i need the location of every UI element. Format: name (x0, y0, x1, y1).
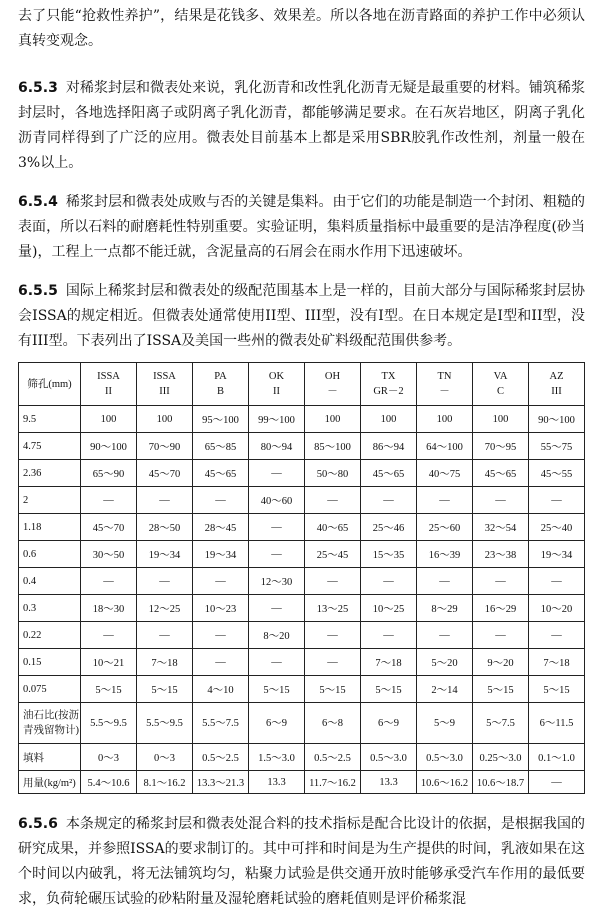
table-cell: — (81, 622, 137, 649)
table-cell: 25～60 (417, 514, 473, 541)
table-cell: 5～15 (473, 676, 529, 703)
table-cell: 25～40 (529, 514, 585, 541)
table-row (19, 744, 585, 771)
section-6-5-4 (18, 190, 585, 265)
table-cell: 13.3～21.3 (193, 771, 249, 794)
column-header-type: GR－2 (373, 386, 404, 397)
table-cell: 64～100 (417, 433, 473, 460)
table-cell: 100 (81, 406, 137, 433)
column-header (529, 363, 585, 406)
column-header-type: － (327, 386, 338, 397)
row-label: 0.075 (19, 676, 81, 703)
intro-paragraph: 去了只能“抢救性养护”，结果是花钱多、效果差。所以各地在沥青路面的养护工作中必须认真转变观念。 (18, 8, 585, 49)
column-header (193, 363, 249, 406)
table-row (19, 460, 585, 487)
column-header (305, 363, 361, 406)
table-cell: 10.6～18.7 (473, 771, 529, 794)
table-row (19, 595, 585, 622)
table-cell: 13～25 (305, 595, 361, 622)
table-cell: — (305, 649, 361, 676)
table-cell: 10～23 (193, 595, 249, 622)
table-cell: 12～25 (137, 595, 193, 622)
table-cell: — (137, 622, 193, 649)
table-cell: 30～50 (81, 541, 137, 568)
table-row (19, 622, 585, 649)
table-cell: 6～11.5 (529, 703, 585, 744)
table-cell: 10～21 (81, 649, 137, 676)
column-header-org: TN (437, 371, 452, 382)
table-cell: 5.5～9.5 (137, 703, 193, 744)
table-cell: 40～75 (417, 460, 473, 487)
section-text: 对稀浆封层和微表处来说，乳化沥青和改性乳化沥青无疑是最重要的材料。铺筑稀浆封层时，各地选择阳离子或阴离子乳化沥青，都能够满足要求。在石灰岩地区，阴离子乳化沥青同样得到了广泛的应用。微表处目前基本上都是采用SBR胶乳作改性剂，剂量一般在3%以上。 (18, 80, 585, 171)
table-cell: 0～3 (137, 744, 193, 771)
table-cell: 15～35 (361, 541, 417, 568)
table-cell: 32～54 (473, 514, 529, 541)
table-cell: 0.25～3.0 (473, 744, 529, 771)
table-cell: 23～38 (473, 541, 529, 568)
table-body (19, 406, 585, 794)
table-cell: 25～46 (361, 514, 417, 541)
row-label: 填料 (19, 744, 81, 771)
table-cell: 90～100 (81, 433, 137, 460)
column-header-type: II (105, 386, 112, 397)
table-row (19, 514, 585, 541)
table-cell: 5～15 (249, 676, 305, 703)
table-row (19, 568, 585, 595)
table-cell: 45～65 (361, 460, 417, 487)
table-cell: 40～65 (305, 514, 361, 541)
table-cell: — (361, 568, 417, 595)
table-cell: 19～34 (529, 541, 585, 568)
table-cell: 9～20 (473, 649, 529, 676)
column-header (81, 363, 137, 406)
table-cell: — (193, 568, 249, 595)
table-row (19, 433, 585, 460)
column-header-org: OK (268, 371, 285, 382)
section-text: 稀浆封层和微表处成败与否的关键是集料。由于它们的功能是制造一个封闭、粗糙的表面，所以石料的耐磨耗性特别重要。实验证明，集料质量指标中最重要的是洁净程度(砂当量)，工程上一点都不能迁就，含泥量高的石屑会在雨水作用下迅速破坏。 (18, 194, 585, 260)
section-number: 6.5.5 (18, 283, 58, 299)
table-cell: 45～65 (193, 460, 249, 487)
row-label: 0.4 (19, 568, 81, 595)
table-cell: 95～100 (193, 406, 249, 433)
row-label: 2.36 (19, 460, 81, 487)
table-cell: 25～45 (305, 541, 361, 568)
section-text: 国际上稀浆封层和微表处的级配范围基本上是一样的，目前大部分与国际稀浆封层协会ISSA的规定相近。但微表处通常使用II型、III型，没有I型。在日本规定是I型和II型，没有III型。下表列出了ISSA及美国一些州的微表处矿料级配范围供参考。 (18, 283, 585, 349)
row-label: 1.18 (19, 514, 81, 541)
table-cell: 100 (417, 406, 473, 433)
table-cell: — (249, 514, 305, 541)
table-cell: — (473, 568, 529, 595)
table-cell: 12～30 (249, 568, 305, 595)
table-cell: — (193, 487, 249, 514)
table-cell: 8～20 (249, 622, 305, 649)
section-6-5-3 (18, 76, 585, 176)
table-cell: — (193, 649, 249, 676)
table-header-row (19, 363, 585, 406)
table-cell: — (417, 568, 473, 595)
table-cell: — (305, 487, 361, 514)
section-text: 本条规定的稀浆封层和微表处混合料的技术指标是配合比设计的依据，是根据我国的研究成果，并参照ISSA的要求制订的。其中可拌和时间是为生产提供的时间，乳液如果在这个时间以内破乳，将无法铺筑均匀，粘聚力试验是供交通开放时能够承受汽车作用的最低要求，负荷轮碾压试验的砂粘附量及湿轮磨耗试验的磨耗值则是评价稀浆混 (18, 816, 585, 907)
table-cell: — (529, 487, 585, 514)
table-cell: 5～9 (417, 703, 473, 744)
table-row (19, 676, 585, 703)
column-header-type: － (439, 386, 450, 397)
column-header-type: II (273, 386, 280, 397)
table-cell: 0.1～1.0 (529, 744, 585, 771)
table-cell: 100 (473, 406, 529, 433)
row-label: 0.15 (19, 649, 81, 676)
table-cell: — (417, 622, 473, 649)
section-6-5-6 (18, 812, 585, 912)
table-cell: — (417, 487, 473, 514)
table-cell: 18～30 (81, 595, 137, 622)
section-number: 6.5.6 (18, 816, 58, 832)
row-label: 2 (19, 487, 81, 514)
table-cell: 55～75 (529, 433, 585, 460)
table-cell: 0.5～3.0 (417, 744, 473, 771)
table-row (19, 541, 585, 568)
table-cell: 80～94 (249, 433, 305, 460)
table-cell: — (473, 487, 529, 514)
table-cell: 10.6～16.2 (417, 771, 473, 794)
column-header-org: ISSA (97, 371, 120, 382)
table-row (19, 703, 585, 744)
table-cell: — (473, 622, 529, 649)
table-cell: 100 (361, 406, 417, 433)
table-cell: 16～39 (417, 541, 473, 568)
table-cell: — (137, 487, 193, 514)
table-row (19, 771, 585, 794)
row-label: 0.22 (19, 622, 81, 649)
table-cell: 50～80 (305, 460, 361, 487)
table-cell: — (529, 771, 585, 794)
table-cell: 10～25 (361, 595, 417, 622)
table-cell: 85～100 (305, 433, 361, 460)
table-row (19, 487, 585, 514)
column-header (473, 363, 529, 406)
row-label: 9.5 (19, 406, 81, 433)
table-cell: 0.5～2.5 (193, 744, 249, 771)
table-cell: 86～94 (361, 433, 417, 460)
table-cell: — (249, 595, 305, 622)
column-header-type: C (496, 386, 504, 397)
table-cell: 5.5～9.5 (81, 703, 137, 744)
table-cell: — (193, 622, 249, 649)
table-cell: 45～55 (529, 460, 585, 487)
table-cell: 99～100 (249, 406, 305, 433)
table-cell: — (81, 487, 137, 514)
table-cell: 2～14 (417, 676, 473, 703)
column-header-org: ISSA (153, 371, 176, 382)
table-cell: 7～18 (137, 649, 193, 676)
table-cell: 65～85 (193, 433, 249, 460)
table-cell: — (361, 487, 417, 514)
gradation-table (18, 362, 585, 794)
row-label: 油石比(按沥青残留物计) (19, 703, 81, 744)
table-cell: 5～15 (81, 676, 137, 703)
table-cell: 65～90 (81, 460, 137, 487)
table-cell: 7～18 (529, 649, 585, 676)
column-header (417, 363, 473, 406)
column-header-type: III (159, 386, 170, 397)
table-cell: 100 (305, 406, 361, 433)
column-header-org: TX (381, 371, 396, 382)
table-cell: 10～20 (529, 595, 585, 622)
table-cell: 6～9 (249, 703, 305, 744)
table-cell: 19～34 (137, 541, 193, 568)
table-row (19, 649, 585, 676)
table-cell: — (81, 568, 137, 595)
table-cell: 13.3 (361, 771, 417, 794)
table-cell: 0.5～2.5 (305, 744, 361, 771)
table-cell: 5.5～7.5 (193, 703, 249, 744)
table-cell: 1.5～3.0 (249, 744, 305, 771)
column-header (361, 363, 417, 406)
table-cell: 5～7.5 (473, 703, 529, 744)
table-cell: 5～15 (137, 676, 193, 703)
section-number: 6.5.4 (18, 194, 58, 210)
table-corner-header: 筛孔(mm) (19, 363, 81, 406)
table-cell: 90～100 (529, 406, 585, 433)
table-cell: 100 (137, 406, 193, 433)
column-header-type: B (216, 386, 224, 397)
row-label: 4.75 (19, 433, 81, 460)
table-cell: 70～90 (137, 433, 193, 460)
table-cell: 40～60 (249, 487, 305, 514)
row-label: 0.3 (19, 595, 81, 622)
table-cell: 5～20 (417, 649, 473, 676)
table-cell: 8.1～16.2 (137, 771, 193, 794)
column-header (137, 363, 193, 406)
table-cell: — (137, 568, 193, 595)
column-header (249, 363, 305, 406)
table-row (19, 406, 585, 433)
row-label: 0.6 (19, 541, 81, 568)
table-cell: 4～10 (193, 676, 249, 703)
table-cell: — (249, 460, 305, 487)
table-cell: 8～29 (417, 595, 473, 622)
table-cell: 5.4～10.6 (81, 771, 137, 794)
table-cell: 16～29 (473, 595, 529, 622)
table-cell: — (305, 622, 361, 649)
table-cell: — (249, 649, 305, 676)
table-cell: — (529, 568, 585, 595)
table-cell: — (361, 622, 417, 649)
table-cell: 19～34 (193, 541, 249, 568)
table-cell: 5～15 (529, 676, 585, 703)
table-cell: — (249, 541, 305, 568)
section-number: 6.5.3 (18, 80, 58, 96)
table-cell: 6～8 (305, 703, 361, 744)
table-cell: 0.5～3.0 (361, 744, 417, 771)
table-cell: 5～15 (305, 676, 361, 703)
table-cell: 28～50 (137, 514, 193, 541)
row-label: 用量(kg/m²) (19, 771, 81, 794)
table-cell: 45～65 (473, 460, 529, 487)
table-cell: 7～18 (361, 649, 417, 676)
table-cell: 28～45 (193, 514, 249, 541)
column-header-type: III (551, 386, 562, 397)
table-cell: 45～70 (81, 514, 137, 541)
table-cell: 5～15 (361, 676, 417, 703)
table-cell: 6～9 (361, 703, 417, 744)
table-cell: 11.7～16.2 (305, 771, 361, 794)
column-header-org: OH (324, 371, 341, 382)
table-cell: — (305, 568, 361, 595)
section-6-5-5 (18, 279, 585, 354)
table-cell: 0～3 (81, 744, 137, 771)
column-header-org: VA (493, 371, 508, 382)
table-cell: 45～70 (137, 460, 193, 487)
column-header-org: AZ (549, 371, 564, 382)
table-cell: 13.3 (249, 771, 305, 794)
table-cell: 70～95 (473, 433, 529, 460)
table-cell: — (529, 622, 585, 649)
column-header-org: PA (214, 371, 227, 382)
